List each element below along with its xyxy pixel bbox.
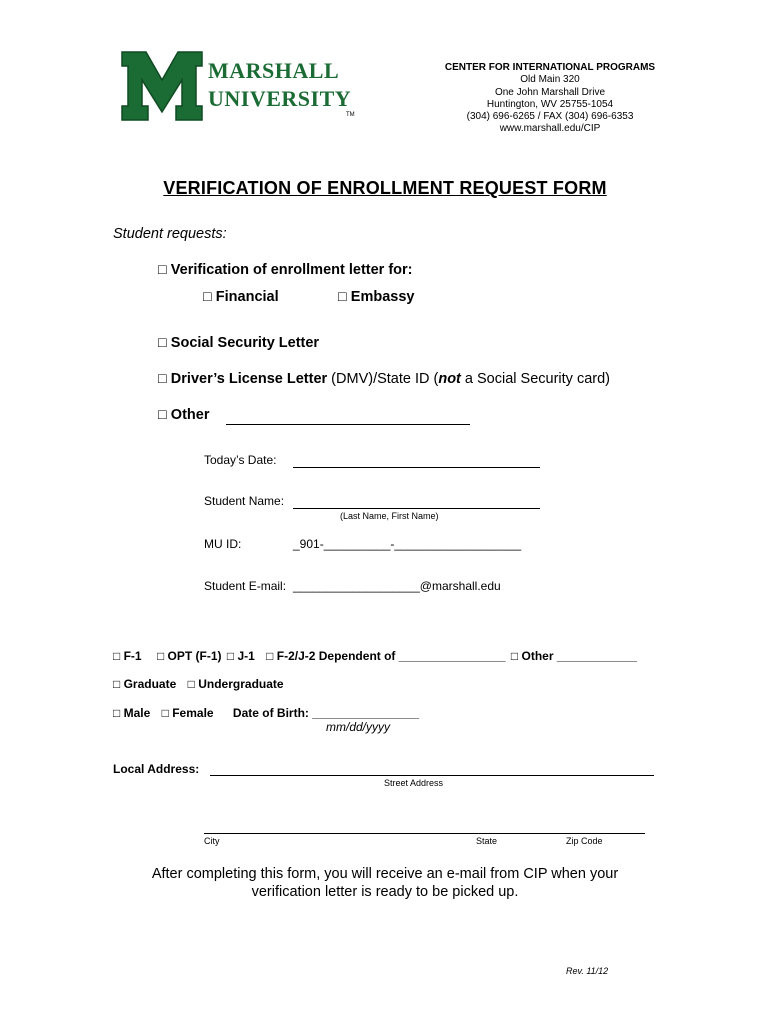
contact-block [420,62,680,136]
request-drivers-license[interactable] [158,371,610,387]
level-graduate-label: Graduate [123,677,177,691]
contact-line: Old Main 320 [520,74,580,86]
checkbox-icon[interactable]: □ [266,649,274,663]
checkbox-icon[interactable]: □ [226,649,235,663]
logo-line-university: UNIVERSITY [208,86,352,111]
student-name-label: Student Name: [204,494,285,508]
checkbox-icon[interactable]: □ [510,649,519,663]
status-j1-label: J-1 [237,649,255,663]
request-social-security-label: Social Security Letter [170,335,320,351]
other-request-input[interactable] [226,424,470,425]
logo-line-marshall: MARSHALL [208,58,340,83]
drivers-license-mid: (DMV)/State ID ( [327,371,439,387]
request-verification-label: Verification of enrollment letter for: [170,262,413,278]
mu-id-input[interactable]: _901-__________-___________________ [293,537,522,551]
logo-trademark: TM [346,112,355,118]
status-row [113,649,637,663]
status-f2-label: F-2/J-2 Dependent of ________________ [276,649,506,663]
student-name-hint: (Last Name, First Name) [340,511,439,521]
city-hint: City [204,836,220,846]
m-logo-icon [120,50,204,122]
street-address-hint: Street Address [384,778,444,788]
student-requests-label: Student requests: [113,226,227,242]
form-title: VERIFICATION OF ENROLLMENT REQUEST FORM [163,178,607,198]
checkbox-icon[interactable]: □ [158,371,167,387]
street-address-input[interactable] [210,775,654,776]
zip-hint: Zip Code [566,836,603,846]
checkbox-icon[interactable]: □ [156,649,165,663]
status-f1-label: F-1 [123,649,142,663]
request-embassy-label: Embassy [350,289,415,305]
footer-note-line1: After completing this form, you will receive an e-mail from CIP when your [151,866,619,882]
gender-male[interactable] [113,706,150,720]
drivers-license-end: a Social Security card) [460,371,610,387]
todays-date-input[interactable] [293,467,540,468]
dob-field[interactable]: Date of Birth: ________________ [232,706,420,720]
gender-row [113,706,419,720]
local-address-label: Local Address: [113,762,200,776]
checkbox-icon[interactable]: □ [338,289,347,305]
drivers-license-not: not [438,371,461,387]
checkbox-icon[interactable]: □ [158,335,167,351]
status-f2[interactable] [266,649,505,663]
checkbox-icon[interactable]: □ [113,649,121,663]
footer-note-line2: verification letter is ready to be picked up. [251,884,519,900]
request-financial-label: Financial [215,289,279,305]
level-row [113,677,284,691]
status-other[interactable] [511,649,637,663]
request-financial[interactable] [203,289,279,305]
gender-female-label: Female [172,706,214,720]
checkbox-icon[interactable]: □ [187,677,195,691]
student-email-input[interactable]: ___________________@marshall.edu [293,579,501,593]
revision-label: Rev. 11/12 [566,966,609,976]
state-hint: State [476,836,498,846]
contact-line: (304) 696-6265 / FAX (304) 696-6353 [466,111,634,123]
level-graduate[interactable] [113,677,176,691]
request-social-security[interactable] [158,335,319,351]
checkbox-icon[interactable]: □ [158,407,167,423]
checkbox-icon[interactable]: □ [203,289,212,305]
org-name: CENTER FOR INTERNATIONAL PROGRAMS [444,62,656,73]
status-opt-label: OPT (F-1) [167,649,222,663]
request-other[interactable] [158,407,209,423]
contact-line: One John Marshall Drive [494,86,606,98]
student-name-input[interactable] [293,508,540,509]
city-state-zip-input[interactable] [204,833,645,834]
checkbox-icon[interactable]: □ [113,677,121,691]
student-email-label: Student E-mail: [204,579,287,593]
gender-male-label: Male [123,706,151,720]
drivers-license-label: Driver’s License Letter [170,371,328,387]
contact-line: Huntington, WV 25755-1054 [486,98,614,110]
gender-female[interactable] [162,706,214,720]
level-undergraduate[interactable] [188,677,284,691]
request-embassy[interactable] [338,289,414,305]
checkbox-icon[interactable]: □ [161,706,169,720]
status-f1[interactable] [113,649,142,663]
contact-website: www.marshall.edu/CIP [499,123,601,135]
dob-format-hint: mm/dd/yyyy [326,720,391,734]
marshall-logo [120,50,360,122]
level-undergraduate-label: Undergraduate [198,677,284,691]
checkbox-icon[interactable]: □ [113,706,121,720]
status-j1[interactable] [227,649,255,663]
status-other-label: Other ____________ [521,649,637,663]
todays-date-label: Today’s Date: [204,453,277,467]
status-opt[interactable] [157,649,222,663]
request-verification[interactable] [158,262,413,278]
checkbox-icon[interactable]: □ [158,262,167,278]
mu-id-label: MU ID: [204,537,242,551]
request-other-label: Other [170,407,210,423]
